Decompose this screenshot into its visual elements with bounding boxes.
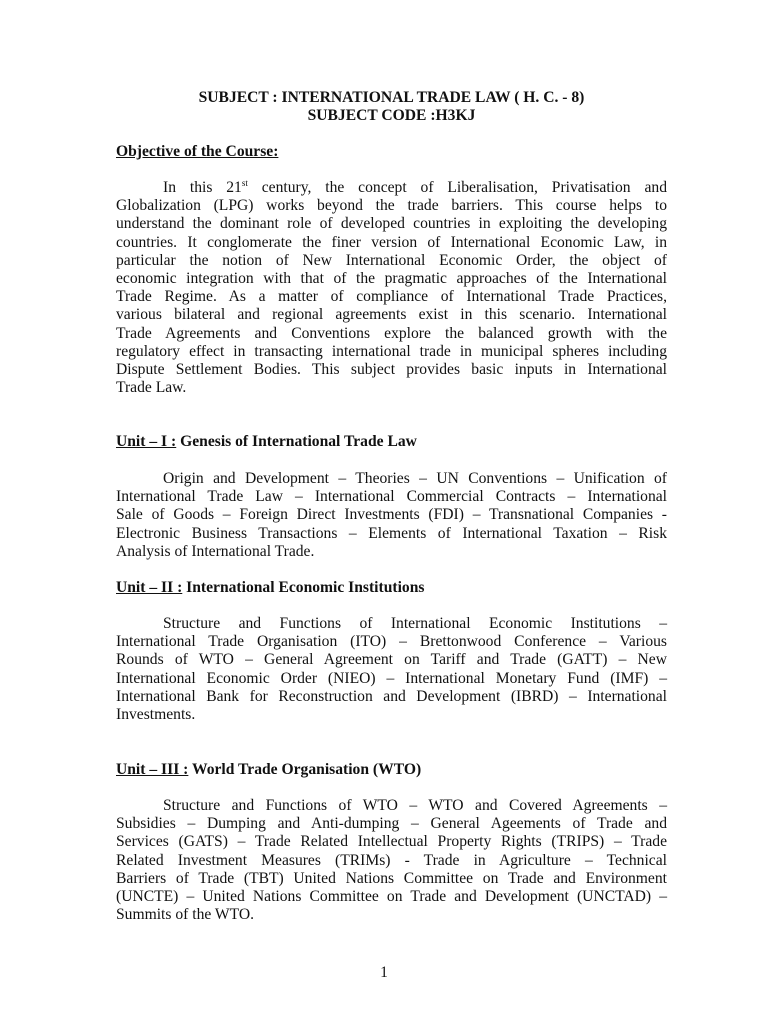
unit-3-paragraph [116, 797, 667, 924]
unit-1-heading [116, 433, 417, 451]
objective-line: Trade Law. [116, 379, 187, 397]
subject-code: SUBJECT CODE :H3KJ [307, 107, 476, 124]
unit-2-line: International Trade Organisation (ITO) – Brettonwood Conference – Various [116, 633, 667, 651]
unit-2-line: Structure and Functions of International Economic Institutions – [163, 615, 667, 632]
objective-line: countries. It conglomerate the finer version of International Economic Law, in [116, 233, 667, 251]
unit-3-line: Related Investment Measures (TRIMs) - Trade in Agriculture – Technical [116, 851, 667, 869]
objective-line: Globalization (LPG) works beyond the trade barriers. This course helps to [116, 197, 667, 215]
unit-3-line: Summits of the WTO. [116, 906, 255, 924]
unit-3-label: Unit – III : [116, 761, 189, 778]
objective-line-end: century, the concept of Liberalisation, Privatisation and [247, 179, 667, 196]
unit-2-paragraph [116, 615, 667, 724]
objective-line: particular the notion of New International Economic Order, the object of [116, 251, 667, 269]
objective-line: various bilateral and regional agreements exist in this scenario. International [116, 306, 667, 324]
objective-line: Dispute Settlement Bodies. This subject provides basic inputs in International [116, 360, 667, 378]
unit-2-line: International Bank for Reconstruction and Development (IBRD) – International [116, 687, 667, 705]
objective-line: economic integration with that of the pragmatic approaches of the International [116, 269, 667, 287]
unit-2-title: International Economic Institutions [182, 579, 425, 596]
unit-2-line: Investments. [116, 705, 196, 723]
objective-paragraph [116, 179, 667, 397]
unit-3-line: Structure and Functions of WTO – WTO and Covered Agreements – [163, 797, 667, 814]
unit-3-line: Subsidies – Dumping and Anti-dumping – General Ageements of Trade and [116, 815, 667, 833]
objective-line-start: In this 21 [163, 179, 242, 196]
unit-1-label: Unit – I : [116, 433, 177, 450]
unit-1-paragraph [116, 470, 667, 561]
page-number: 1 [380, 964, 388, 981]
unit-2-line: International Economic Order (NIEO) – International Monetary Fund (IMF) – [116, 669, 667, 687]
unit-3-heading [116, 761, 421, 779]
objective-line: understand the dominant role of developed countries in exploiting the developing [116, 215, 667, 233]
unit-1-title: Genesis of International Trade Law [176, 433, 417, 450]
objective-line [116, 179, 667, 197]
unit-3-title: World Trade Organisation (WTO) [188, 761, 422, 778]
objective-heading-text: Objective of the Course: [116, 143, 279, 160]
unit-1-line: Electronic Business Transactions – Elements of International Taxation – Risk [116, 524, 667, 542]
objective-line: Trade Regime. As a matter of compliance of International Trade Practices, [116, 288, 667, 306]
unit-1-line: Analysis of International Trade. [116, 542, 315, 560]
unit-2-heading [116, 579, 424, 597]
unit-2-line: Rounds of WTO – General Agreement on Tariff and Trade (GATT) – New [116, 651, 667, 669]
subject-title: SUBJECT : INTERNATIONAL TRADE LAW ( H. C. - 8) [198, 89, 585, 106]
unit-3-line: (UNCTE) – United Nations Committee on Trade and Development (UNCTAD) – [116, 887, 667, 905]
unit-1-line: International Trade Law – International Commercial Contracts – International [116, 488, 667, 506]
ordinal-suffix: st [241, 178, 248, 188]
objective-line: Trade Agreements and Conventions explore the balanced growth with the [116, 324, 667, 342]
objective-line: regulatory effect in transacting international trade in municipal spheres including [116, 342, 667, 360]
unit-3-line: Barriers of Trade (TBT) United Nations Committee on Trade and Environment [116, 869, 667, 887]
objective-heading [116, 143, 278, 161]
unit-1-line: Sale of Goods – Foreign Direct Investments (FDI) – Transnational Companies - [116, 506, 667, 524]
unit-3-line: Services (GATS) – Trade Related Intellectual Property Rights (TRIPS) – Trade [116, 833, 667, 851]
unit-1-line: Origin and Development – Theories – UN Conventions – Unification of [163, 470, 667, 487]
unit-2-label: Unit – II : [116, 579, 183, 596]
